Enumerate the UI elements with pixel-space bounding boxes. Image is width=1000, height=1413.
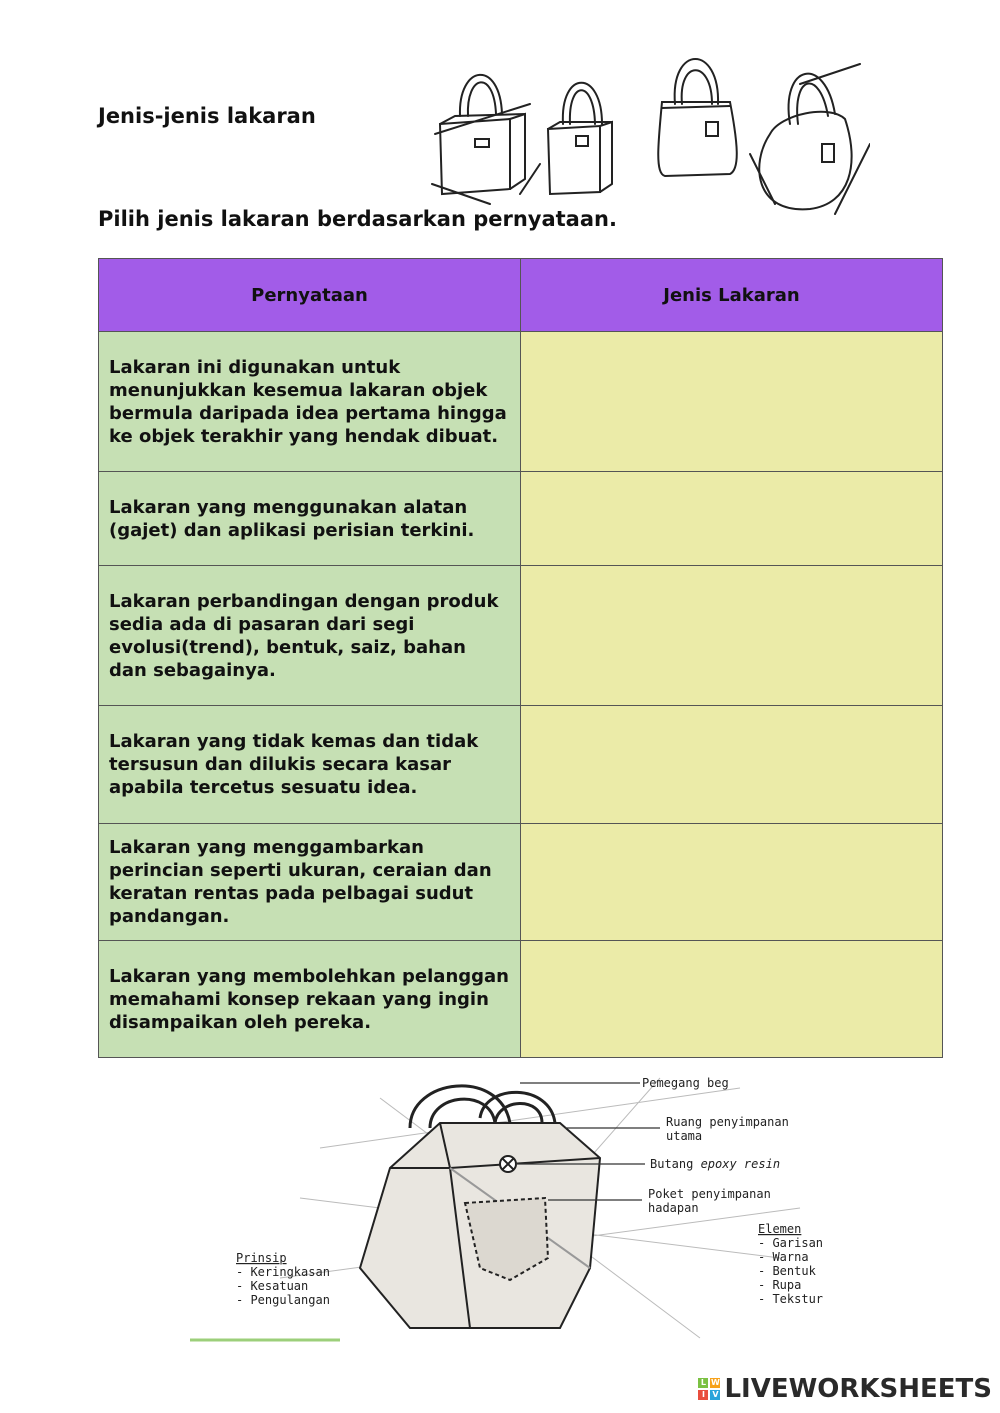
prinsip-heading: Prinsip [236,1251,287,1265]
table-row [99,824,943,941]
page-title: Jenis-jenis lakaran [98,104,316,128]
elemen-item: - Garisan [758,1236,824,1250]
statement-cell: Lakaran yang membolehkan pelanggan memahami konsep rekaan yang ingin disampaikan oleh pereka. [99,941,521,1058]
answer-dropdown[interactable] [521,472,943,566]
elemen-item: - Warna [758,1250,809,1264]
answer-dropdown[interactable] [521,566,943,706]
sketch-bag-3 [658,59,737,176]
statement-cell: Lakaran perbandingan dengan produk sedia ada di pasaran dari segi evolusi(trend), bentuk, saiz, bahan dan sebagainya. [99,566,521,706]
header-jenis-lakaran: Jenis Lakaran [521,259,943,332]
sketch-bag-1 [432,75,540,204]
table-row [99,566,943,706]
elemen-item: - Tekstur [758,1292,824,1306]
table-row [99,706,943,824]
liveworksheets-logo-icon: L W I V [698,1378,720,1400]
label-ruang-utama: utama [666,1129,703,1143]
label-pemegang-beg: Pemegang beg [642,1076,729,1090]
brand-name: LIVEWORKSHEETS [724,1374,992,1404]
sketch-bag-4 [750,64,870,214]
statement-cell: Lakaran yang menggunakan alatan (gajet) dan aplikasi perisian terkini. [99,472,521,566]
prinsip-item: - Kesatuan [236,1279,309,1293]
prinsip-item: - Keringkasan [236,1265,330,1279]
elemen-item: - Bentuk [758,1264,816,1278]
answer-dropdown[interactable] [521,332,943,472]
label-poket-penyimpanan: Poket penyimpanan [648,1187,771,1201]
statement-cell: Lakaran yang menggambarkan perincian seperti ukuran, ceraian dan keratan rentas pada pelbagai sudut pandangan. [99,824,521,941]
label-ruang-penyimpanan: Ruang penyimpanan [666,1115,789,1129]
prinsip-item: - Pengulangan [236,1293,330,1307]
statement-cell: Lakaran ini digunakan untuk menunjukkan kesemua lakaran objek bermula daripada idea pertama hingga ke objek terakhir yang hendak dibuat. [99,332,521,472]
table-row [99,472,943,566]
bag-sketches-illustration [430,44,870,224]
label-butang: Butang epoxy resin [650,1157,781,1171]
instruction-text: Pilih jenis lakaran berdasarkan pernyataan. [98,207,617,231]
statement-cell: Lakaran yang tidak kemas dan tidak tersusun dan dilukis secara kasar apabila tercetus sesuatu idea. [99,706,521,824]
worksheet-table [98,258,943,1058]
elemen-item: - Rupa [758,1278,802,1292]
table-header-row [99,259,943,332]
header-pernyataan: Pernyataan [99,259,521,332]
table-row [99,941,943,1058]
sketch-bag-2 [548,83,612,194]
answer-dropdown[interactable] [521,824,943,941]
answer-dropdown[interactable] [521,941,943,1058]
answer-dropdown[interactable] [521,706,943,824]
elemen-heading: Elemen [758,1222,802,1236]
table-row [99,332,943,472]
bag-diagram [180,1058,860,1348]
label-poket-hadapan: hadapan [648,1201,699,1215]
footer-brand [698,1374,992,1404]
